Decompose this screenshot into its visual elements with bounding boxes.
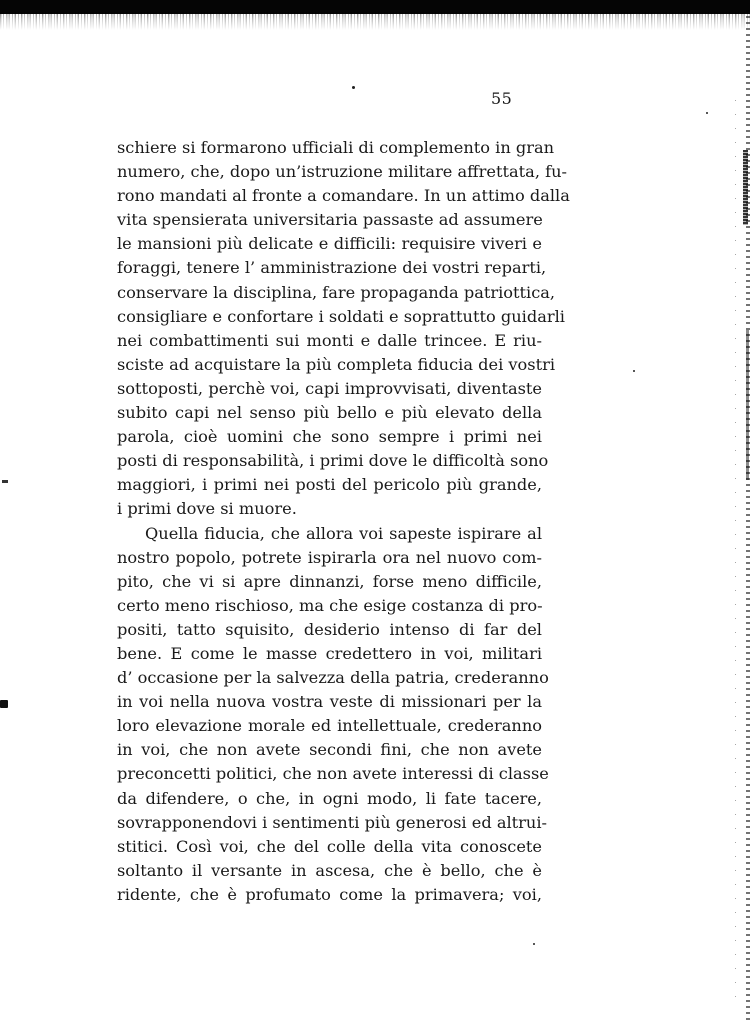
text-line: d’ occasione per la salvezza della patria, crederanno <box>117 668 549 688</box>
text-line: subito capi nel senso più bello e più elevato della <box>117 403 542 423</box>
text-line: bene. E come le masse credettero in voi, militari <box>117 643 542 663</box>
text-line: nei combattimenti sui monti e dalle trincee. E riu- <box>117 330 542 350</box>
page-number: 55 <box>491 89 513 108</box>
paragraph-last-line: i primi dove si muore. <box>117 499 297 519</box>
text-line: sciste ad acquistare la più completa fiducia dei vostri <box>117 354 556 374</box>
text-line: vita spensierata universitaria passaste ad assumere <box>117 210 543 230</box>
paragraph-first-line: Quella fiducia, che allora voi sapeste ispirare al <box>145 523 542 543</box>
scan-speck <box>352 86 355 89</box>
text-line: rono mandati al fronte a comandare. In un attimo dalla <box>117 186 570 206</box>
text-line: consigliare e confortare i soldati e soprattutto guidarli <box>117 306 565 326</box>
text-line: conservare la disciplina, fare propaganda patriottica, <box>117 282 556 302</box>
text-line: certo meno rischioso, ma che esige costanza di pro- <box>117 595 543 615</box>
scan-right-shadow <box>743 150 748 225</box>
scan-top-noise <box>0 12 750 30</box>
text-line: maggiori, i primi nei posti del pericolo più grande, <box>117 475 542 495</box>
text-line: ridente, che è profumato come la primavera; voi, <box>117 884 542 904</box>
text-line: soltanto il versante in ascesa, che è bello, che è <box>117 860 542 880</box>
scan-speck <box>706 112 708 114</box>
text-line: preconcetti politici, che non avete interessi di classe <box>117 764 549 784</box>
scan-speck <box>533 943 535 945</box>
text-line: sovrapponendovi i sentimenti più generosi ed altrui- <box>117 812 547 832</box>
scan-right-shadow <box>746 330 749 480</box>
text-line: foraggi, tenere l’ amministrazione dei vostri reparti, <box>117 258 547 278</box>
text-line: le mansioni più delicate e difficili: requisire viveri e <box>117 234 542 254</box>
text-line: loro elevazione morale ed intellettuale, crederanno <box>117 716 542 736</box>
text-line: positi, tatto squisito, desiderio intenso di far del <box>117 619 542 639</box>
body-text <box>117 136 570 907</box>
text-line: schiere si formarono ufficiali di complemento in gran <box>117 138 555 157</box>
scan-right-dots <box>735 100 736 1000</box>
scan-left-mark <box>2 480 8 483</box>
text-line: stitici. Così voi, che del colle della vita conoscete <box>117 836 542 856</box>
text-line: numero, che, dopo un’istruzione militare affrettata, fu- <box>117 162 567 182</box>
text-line: da difendere, o che, in ogni modo, li fate tacere, <box>117 788 542 808</box>
text-line: in voi nella nuova vostra veste di missionari per la <box>117 692 542 712</box>
text-line: parola, cioè uomini che sono sempre i primi nei <box>117 427 542 447</box>
scan-speck <box>633 370 635 372</box>
text-line: sottoposti, perchè voi, capi improvvisati, diventaste <box>117 378 542 398</box>
scan-left-mark <box>0 700 8 708</box>
text-line: nostro popolo, potrete ispirarla ora nel nuovo com- <box>117 547 542 567</box>
text-line: pito, che vi si apre dinnanzi, forse meno difficile, <box>117 571 542 591</box>
text-line: posti di responsabilità, i primi dove le difficoltà sono <box>117 451 549 471</box>
text-line: in voi, che non avete secondi fini, che non avete <box>117 740 542 760</box>
